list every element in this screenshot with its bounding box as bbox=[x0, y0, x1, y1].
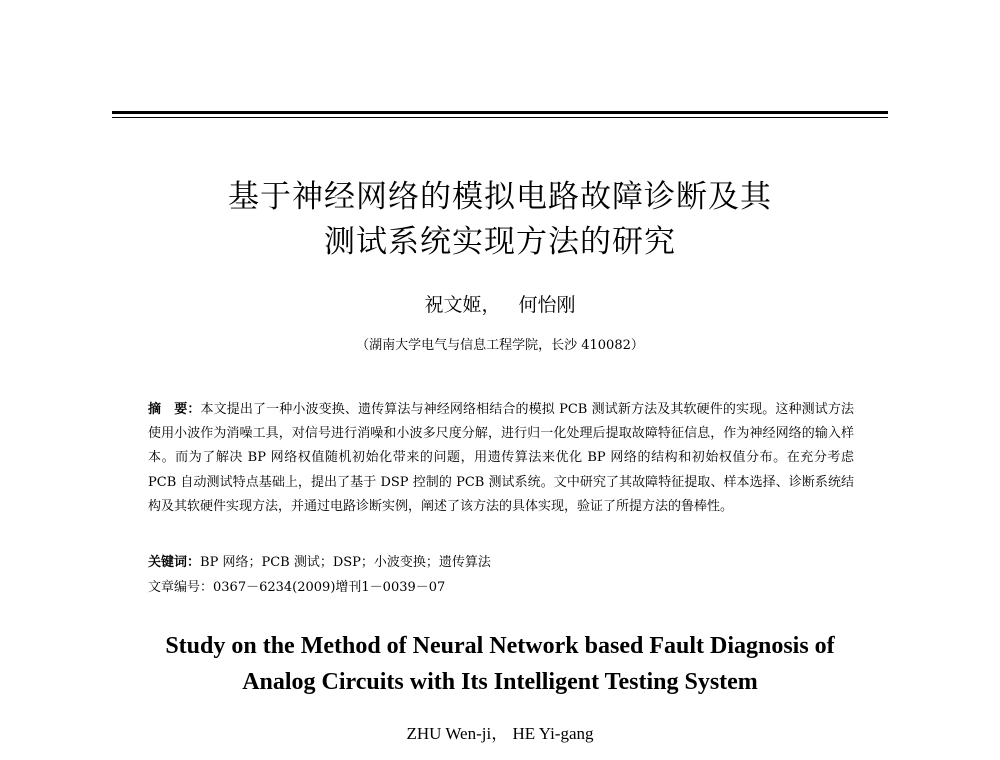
keywords-text: BP 网络；PCB 测试；DSP；小波变换；遗传算法 bbox=[200, 555, 491, 570]
abstract-cn bbox=[148, 398, 854, 519]
paper-title-en-line1: Study on the Method of Neural Network based Fault Diagnosis of bbox=[165, 633, 835, 659]
abstract-label: 摘 要： bbox=[148, 402, 201, 417]
paper-title-cn-line2: 测试系统实现方法的研究 bbox=[324, 224, 676, 260]
paper-title-cn-line1: 基于神经网络的模拟电路故障诊断及其 bbox=[228, 179, 772, 215]
affiliation-cn: （湖南大学电气与信息工程学院，长沙 410082） bbox=[356, 338, 644, 353]
abstract-text: 本文提出了一种小波变换、遗传算法与神经网络相结合的模拟 PCB 测试新方法及其软硬件的实现。这种测试方法使用小波作为消噪工具，对信号进行消噪和小波多尺度分解，进行归一化处理后提取故障特征信息，作为神经网络的输入样本。而为了解决 BP 网络权值随机初始化带来的问题，用遗传算法来优化 BP 网络的结构和初始权值分布。在充分考虑 PCB 自动测试特点基础上，提出了基于 DSP 控制的 PCB 测试系统。文中研究了其故障特征提取、样本选择、诊断系统结构及其软硬件实现方法，并通过电路诊断实例，阐述了该方法的具体实现，验证了所提方法的鲁棒性。 bbox=[148, 402, 854, 514]
authors-en: ZHU Wen-ji， HE Yi-gang bbox=[406, 724, 594, 743]
author-1-cn: 祝文姬， bbox=[424, 294, 501, 316]
paper-title-en-line2: Analog Circuits with Its Intelligent Testing System bbox=[242, 669, 758, 695]
article-number: 文章编号：0367－6234(2009)增刊1－0039－07 bbox=[148, 580, 446, 595]
keywords-label: 关键词： bbox=[148, 555, 201, 570]
keywords-cn bbox=[148, 551, 491, 570]
header-rule-bottom bbox=[112, 117, 888, 118]
authors-cn bbox=[0, 290, 1000, 317]
author-2-cn: 何怡刚 bbox=[518, 294, 576, 316]
header-rule-top bbox=[112, 111, 888, 114]
